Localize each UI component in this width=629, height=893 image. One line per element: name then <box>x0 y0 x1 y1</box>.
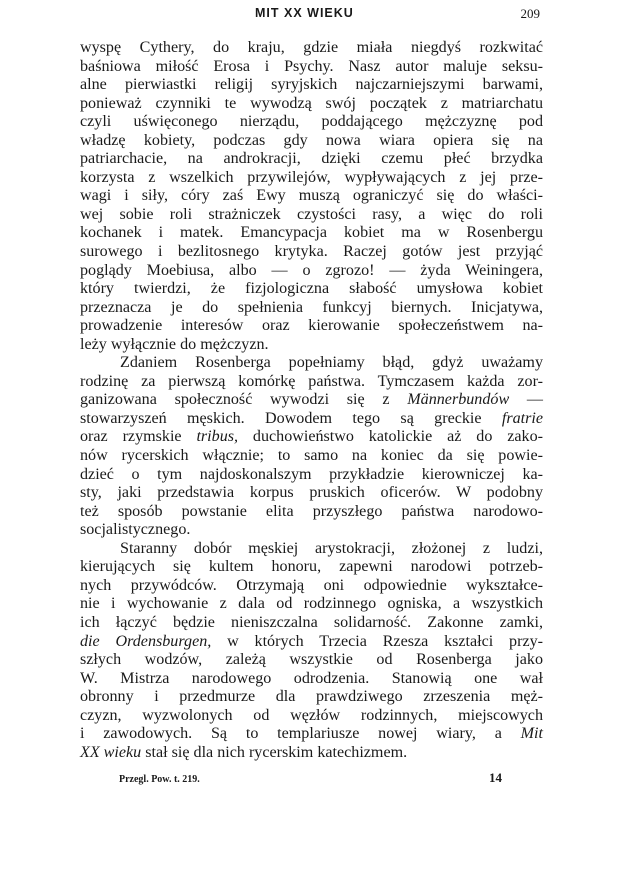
text-line: prowadzenie interesów oraz kierowanie społeczeństwem na- <box>80 317 543 335</box>
text-line: wej sobie roli strażniczek czystości rasy, a więc do roli <box>80 205 543 223</box>
page-footer <box>80 770 543 790</box>
text-line: ponieważ czynniki te wywodzą swój początek z matriarchatu <box>80 94 543 112</box>
printer-signature: Przegl. Pow. t. 219. <box>119 774 200 785</box>
page-number: 209 <box>520 6 540 21</box>
text-line: obronny i przedmurze dla prawdziwego zrzeszenia męż- <box>80 688 543 706</box>
text-line: socjalistycznego. <box>80 521 191 539</box>
text-line: przeznacza je do spełnienia funkcyj biernych. Inicjatywa, <box>80 298 543 316</box>
text-line <box>80 410 543 429</box>
italic-term: tribus, <box>196 428 239 446</box>
text-line: czyzn, wyzwolonych od węzłów rodzinnych, miejscowych <box>80 706 543 724</box>
text-line <box>80 725 543 744</box>
text-run: i zawodowych. Są to templariusze nowej wiary, a <box>80 725 521 743</box>
running-title: MIT XX WIEKU <box>255 6 354 20</box>
text-line: kochanek i matek. Emancypacja kobiet ma w Rosenbergu <box>80 224 543 242</box>
text-line: poglądy Moebiusa, albo — o zgrozo! — żyda Weiningera, <box>80 261 543 279</box>
text-line: sty, jaki przedstawia korpus pruskich oficerów. W podobny <box>80 484 543 502</box>
text-line: nie i wychowanie z dala od rodzinnego ogniska, a wszystkich <box>80 595 543 613</box>
text-line: baśniowa miłość Erosa i Psychy. Nasz autor maluje seksu- <box>80 57 543 75</box>
text-run: stowarzyszeń męskich. Dowodem tego są greckie <box>80 409 502 427</box>
text-run: ganizowana społeczność wywodzi się z <box>80 391 408 409</box>
sheet-number: 14 <box>489 770 502 785</box>
text-run: stał się dla nich rycerskim katechizmem. <box>141 743 408 761</box>
text-line: wyspę Cythery, do kraju, gdzie miała niegdyś rozkwitać <box>80 39 543 56</box>
text-run: oraz rzymskie <box>80 428 197 446</box>
text-line: surowego i bezlitosnego krytyka. Raczej gotów jest przyjąć <box>80 243 543 261</box>
italic-term: XX wieku <box>80 743 142 761</box>
text-line: patriarchacie, na androkracji, dzięki czemu płeć brzydka <box>80 150 543 168</box>
text-run: w których Trzecia Rzesza kształci przy- <box>211 632 543 650</box>
text-line <box>80 633 543 652</box>
text-line: Staranny dobór męskiej arystokracji, złożonej z ludzi, <box>120 539 543 557</box>
text-line: W. Mistrza narodowego odrodzenia. Stanowią one wał <box>80 669 543 687</box>
italic-term: die Ordensburgen, <box>80 632 212 650</box>
text-line <box>80 391 543 410</box>
text-line: też sposób powstanie elita przyszłego państwa narodowo- <box>80 502 543 520</box>
running-head <box>80 6 540 26</box>
italic-term: Mit <box>520 725 543 743</box>
text-line: dzieć o tym najdoskonalszym przykładzie kierowniczej ka- <box>80 465 543 483</box>
text-line: rodzinę za pierwszą komórkę państwa. Tymczasem każda zor- <box>80 372 543 390</box>
text-line: który twierdzi, że fizjologiczna słabość umysłowa kobiet <box>80 280 543 298</box>
text-run: duchowieństwo katolickie aż do zako- <box>238 428 543 446</box>
text-line: władzę kobiety, podczas gdy nowa wiara opiera się na <box>80 131 543 149</box>
text-line: wagi i siły, córy zaś Ewy muszą ograniczyć się do właści- <box>80 187 543 205</box>
text-line <box>80 428 543 447</box>
italic-term: Männerbundów <box>407 391 510 409</box>
text-line: alne pierwiastki religij syryjskich najczarniejszymi barwami, <box>80 76 543 94</box>
italic-term: fratrie <box>501 409 543 427</box>
text-line: korzysta z wszelkich przywilejów, wypływających z jej prze- <box>80 168 543 186</box>
text-line <box>80 744 543 763</box>
text-line: ich łączyć będzie nieniszczalna solidarność. Zakonne zamki, <box>80 613 543 631</box>
text-line: kierujących się kultem honoru, zapewni narodowi potrzeb- <box>80 558 543 576</box>
text-line: nych przywódców. Otrzymają oni odpowiednie wykształce- <box>80 576 543 594</box>
text-run: — <box>509 391 544 409</box>
text-line: szłych wodzów, zależą wszystkie od Rosenberga jako <box>80 651 543 669</box>
text-line: czyli uświęconego nierządu, poddającego mężczyznę pod <box>80 113 543 131</box>
text-line: Zdaniem Rosenberga popełniamy błąd, gdyż uważamy <box>120 354 543 372</box>
body-text <box>80 39 543 762</box>
text-line: leży wyłącznie do mężczyzn. <box>80 335 269 353</box>
text-line: nów rycerskich włącznie; to samo na koniec da się powie- <box>80 447 543 465</box>
